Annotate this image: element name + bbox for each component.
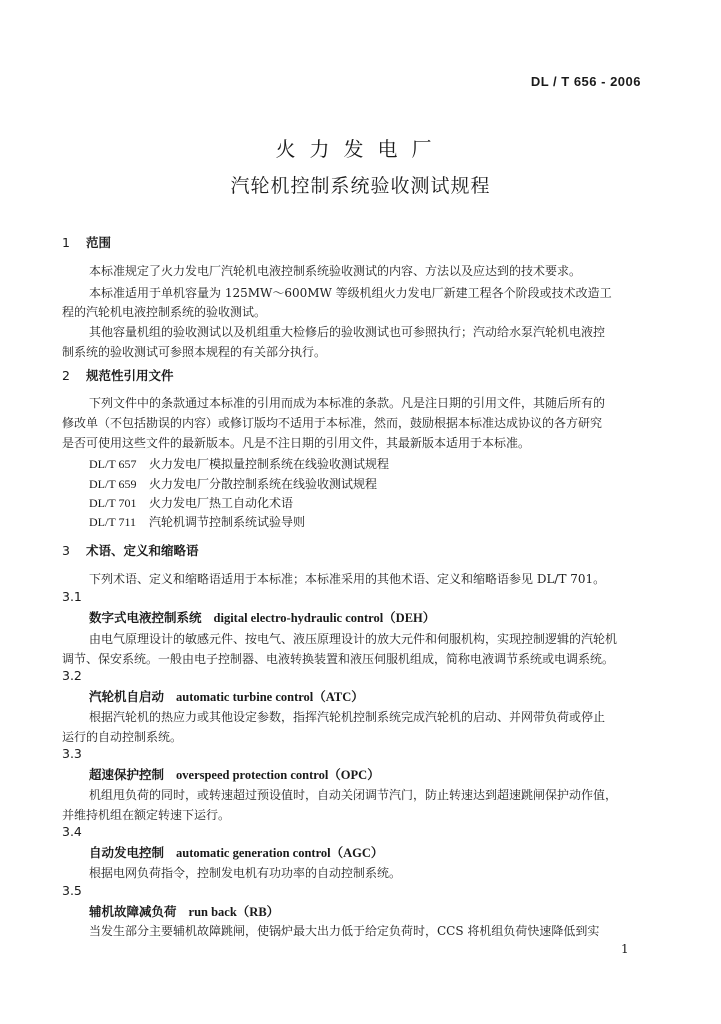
term-en: overspeed protection control（OPC） [176,768,380,782]
term-en: automatic turbine control（ATC） [176,690,364,704]
section-heading-normative-references [62,366,174,384]
paragraph-line: 根据汽轮机的热应力或其他设定参数，指挥汽轮机控制系统完成汽轮机的启动、并网带负荷或停止 [89,710,606,724]
term-en: automatic generation control（AGC） [176,846,384,860]
paragraph-line: 制系统的验收测试可参照本规程的有关部分执行。 [62,345,327,359]
standard-number: DL / T 656 - 2006 [530,74,641,89]
term-heading [89,608,435,626]
section-heading-terms [62,541,199,559]
reference-item [89,513,305,530]
paragraph-line: 是否可使用这些文件的最新版本。凡是不注日期的引用文件，其最新版本适用于本标准。 [62,436,531,450]
term-en: digital electro-hydraulic control（DEH） [213,611,436,625]
paragraph-line: 本标准规定了火力发电厂汽轮机电液控制系统验收测试的内容、方法以及应达到的技术要求。 [89,264,582,278]
term-number: 3.5 [62,883,82,898]
paragraph-line: 程的汽轮机电液控制系统的验收测试。 [62,305,267,319]
section-number: 3 [62,543,70,558]
term-heading [89,687,364,705]
term-en: run back（RB） [188,905,280,919]
paragraph-line: 调节、保安系统。一般由电子控制器、电液转换装置和液压伺服机组成，简称电液调节系统或电调系统。 [62,652,615,666]
term-number: 3.4 [62,824,82,839]
document-title-line2: 汽轮机控制系统验收测试规程 [230,175,491,197]
paragraph-line: 运行的自动控制系统。 [62,730,183,744]
reference-item [89,455,389,472]
term-heading [89,902,279,920]
reference-title: 火力发电厂分散控制系统在线验收测试规程 [149,477,378,491]
term-number: 3.1 [62,589,82,604]
term-zh: 数字式电液控制系统 [89,610,202,625]
term-heading [89,765,380,783]
section-title: 规范性引用文件 [86,368,174,383]
paragraph-line: 下列术语、定义和缩略语适用于本标准；本标准采用的其他术语、定义和缩略语参见 DL/T 701。 [89,572,606,586]
term-heading [89,843,383,861]
paragraph-line: 其他容量机组的验收测试以及机组重大检修后的验收测试也可参照执行；汽动给水泵汽轮机电液控 [89,325,606,339]
section-title: 术语、定义和缩略语 [86,543,199,558]
reference-item [89,494,293,511]
term-zh: 辅机故障减负荷 [89,904,177,919]
paragraph-line: 修改单（不包括勘误的内容）或修订版均不适用于本标准，然而，鼓励根据本标准达成协议的各方研究 [62,416,603,430]
reference-code: DL/T 659 [89,477,137,491]
paragraph-line: 并维持机组在额定转速下运行。 [62,808,231,822]
paragraph-line: 下列文件中的条款通过本标准的引用而成为本标准的条款。凡是注日期的引用文件，其随后所有的 [89,396,606,410]
reference-code: DL/T 657 [89,457,137,471]
section-number: 1 [62,235,70,250]
paragraph-line: 由电气原理设计的敏感元件、按电气、液压原理设计的放大元件和伺服机构，实现控制逻辑的汽轮机 [89,632,618,646]
paragraph-line: 当发生部分主要辅机故障跳闸，使锅炉最大出力低于给定负荷时，CCS 将机组负荷快速降低到实 [89,924,600,938]
reference-code: DL/T 701 [89,496,137,510]
paragraph-line: 机组甩负荷的同时，或转速超过预设值时，自动关闭调节汽门，防止转速达到超速跳闸保护动作值， [89,788,618,802]
term-number: 3.3 [62,746,82,761]
term-zh: 汽轮机自启动 [89,689,165,704]
reference-title: 火力发电厂热工自动化术语 [149,496,294,510]
term-number: 3.2 [62,668,82,683]
document-title-line1: 火力发电厂 [275,137,446,161]
section-title: 范围 [86,235,112,250]
section-number: 2 [62,368,70,383]
reference-code: DL/T 711 [89,515,136,529]
paragraph-line: 本标准适用于单机容量为 125MW～600MW 等级机组火力发电厂新建工程各个阶段或技术改造工 [89,286,612,300]
term-zh: 超速保护控制 [89,767,165,782]
reference-title: 火力发电厂模拟量控制系统在线验收测试规程 [149,457,390,471]
section-heading-scope [62,233,111,251]
page-number: 1 [621,942,629,956]
reference-title: 汽轮机调节控制系统试验导则 [149,515,306,529]
paragraph-line: 根据电网负荷指令，控制发电机有功功率的自动控制系统。 [89,866,402,880]
term-zh: 自动发电控制 [89,845,165,860]
reference-item [89,475,377,492]
